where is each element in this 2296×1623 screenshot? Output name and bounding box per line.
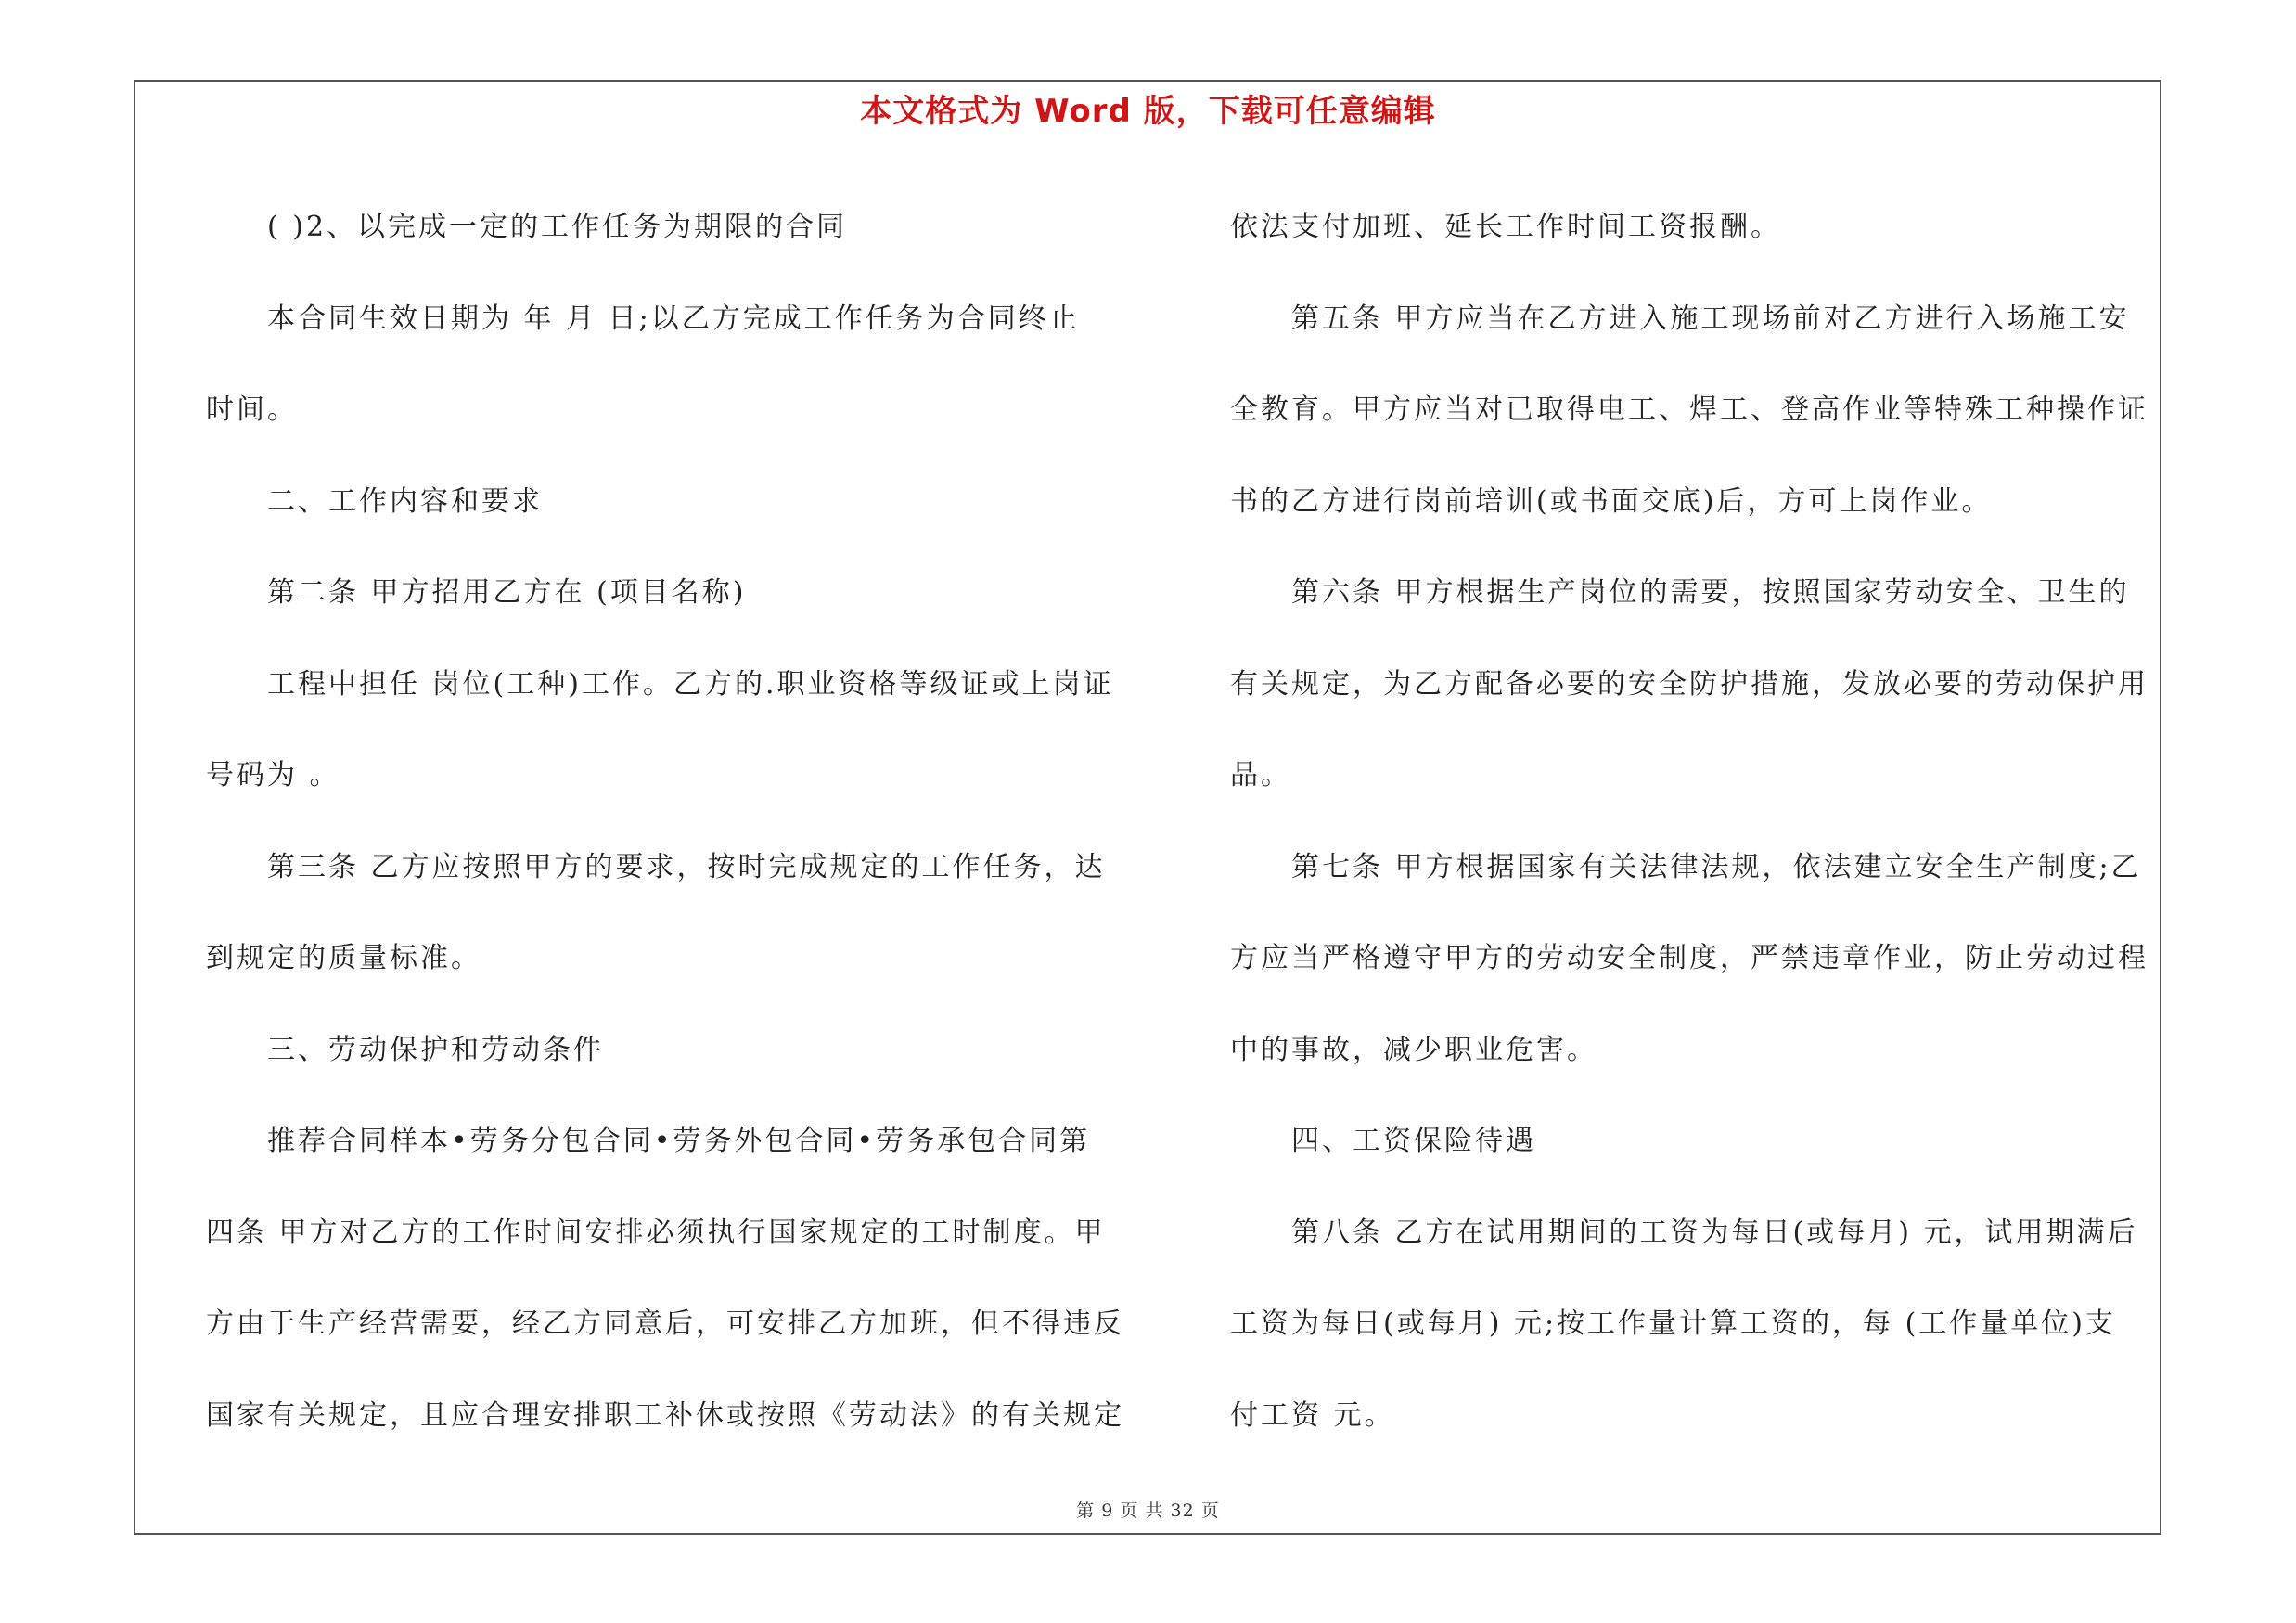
right-column	[1230, 182, 2158, 1462]
right-column-line: 依法支付加班、延长工作时间工资报酬。	[1230, 211, 1781, 243]
right-column-line: 书的乙方进行岗前培训(或书面交底)后，方可上岗作业。	[1230, 484, 1993, 518]
right-column-line: 全教育。甲方应当对已取得电工、焊工、登高作业等特殊工种操作证	[1230, 393, 2148, 426]
right-column-line: 第七条 甲方根据国家有关法律法规，依法建立安全生产制度;乙	[1291, 850, 2142, 883]
left-column-line: 二、工作内容和要求	[267, 484, 543, 518]
right-column-line: 第五条 甲方应当在乙方进入施工现场前对乙方进行入场施工安	[1291, 302, 2130, 335]
right-column-line: 四、工资保险待遇	[1291, 1125, 1536, 1157]
left-column-line: 第二条 甲方招用乙方在 (项目名称)	[267, 576, 747, 609]
left-column-line: ( )2、以完成一定的工作任务为期限的合同	[267, 211, 848, 243]
right-column-line: 工资为每日(或每月) 元;按工作量计算工资的，每 (工作量单位)支	[1230, 1307, 2116, 1340]
right-column-line: 中的事故，减少职业危害。	[1230, 1033, 1597, 1066]
left-column-line: 四条 甲方对乙方的工作时间安排必须执行国家规定的工时制度。甲	[206, 1216, 1106, 1249]
left-column-line: 到规定的质量标准。	[206, 942, 481, 974]
left-column-line: 方由于生产经营需要，经乙方同意后，可安排乙方加班，但不得违反	[206, 1307, 1124, 1340]
left-column-line: 第三条 乙方应按照甲方的要求，按时完成规定的工作任务，达	[267, 850, 1106, 883]
right-column-line: 方应当严格遵守甲方的劳动安全制度，严禁违章作业，防止劳动过程	[1230, 942, 2148, 974]
left-column-line: 号码为 。	[206, 759, 340, 792]
left-column-line: 本合同生效日期为 年 月 日;以乙方完成工作任务为合同终止	[267, 302, 1080, 335]
left-column-line: 国家有关规定，且应合理安排职工补休或按照《劳动法》的有关规定	[206, 1398, 1124, 1432]
left-column-line: 时间。	[206, 393, 298, 426]
right-column-line: 付工资 元。	[1230, 1398, 1395, 1432]
left-column-line: 三、劳动保护和劳动条件	[267, 1033, 604, 1066]
right-column-line: 品。	[1230, 759, 1291, 792]
left-column	[206, 182, 1134, 1462]
page-number-footer: 第 9 页 共 32 页	[1076, 1501, 1220, 1521]
right-column-line: 第六条 甲方根据生产岗位的需要，按照国家劳动安全、卫生的	[1291, 576, 2130, 609]
left-column-line: 推荐合同样本•劳务分包合同•劳务外包合同•劳务承包合同第	[267, 1125, 1091, 1157]
right-column-line: 有关规定，为乙方配备必要的安全防护措施，发放必要的劳动保护用	[1230, 667, 2148, 701]
format-banner: 本文格式为 Word 版，下载可任意编辑	[860, 93, 1436, 130]
right-column-line: 第八条 乙方在试用期间的工资为每日(或每月) 元，试用期满后	[1291, 1216, 2138, 1249]
left-column-line: 工程中担任 岗位(工种)工作。乙方的.职业资格等级证或上岗证	[267, 667, 1114, 701]
